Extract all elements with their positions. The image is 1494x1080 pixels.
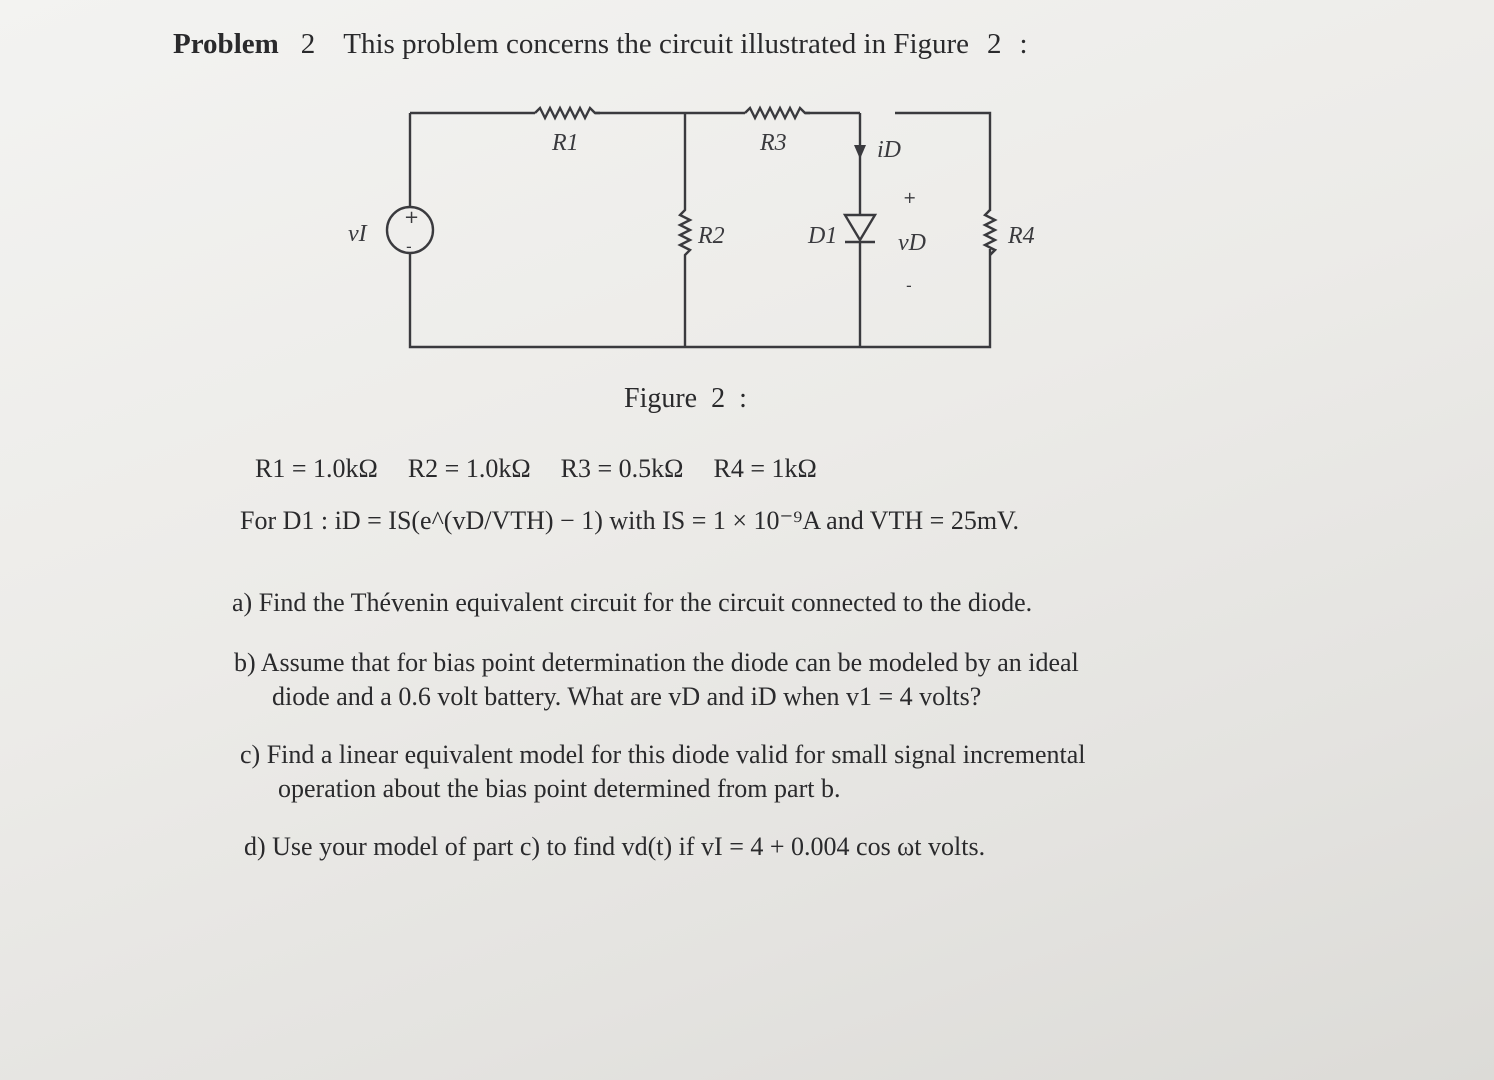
header-colon: : [1019, 28, 1028, 60]
source-minus-sign: - [406, 237, 412, 256]
source-plus-sign: + [404, 207, 420, 228]
value-r3: R3 = 0.5kΩ [560, 454, 684, 483]
question-b-line-2: diode and a 0.6 volt battery. What are vD and iD when v1 = 4 volts? [272, 682, 982, 711]
question-d-line: d) Use your model of part c) to find vd(t) if vI = 4 + 0.004 cos ωt volts. [244, 832, 986, 861]
voltage-label: vD [898, 230, 926, 256]
diode-label: D1 [808, 223, 838, 249]
question-b-line-1: b) Assume that for bias point determination the diode can be modeled by an ideal [234, 648, 1079, 677]
figure-caption-label: Figure [624, 383, 698, 414]
source-label: vI [348, 221, 367, 247]
problem-label: Problem [173, 28, 279, 60]
r1-label: R1 [552, 130, 579, 156]
voltage-minus-sign: - [906, 276, 912, 295]
current-arrow-icon [854, 145, 866, 159]
voltage-plus-sign: + [903, 188, 917, 207]
figure-caption [624, 383, 747, 415]
problem-number: 2 [300, 28, 316, 60]
r4-label: R4 [1008, 223, 1035, 249]
value-r2: R2 = 1.0kΩ [407, 454, 531, 483]
value-r1: R1 = 1.0kΩ [255, 454, 378, 483]
r2-label: R2 [698, 223, 725, 249]
circuit-diagram [340, 95, 1050, 365]
question-c [240, 738, 1085, 806]
current-label: iD [877, 137, 901, 163]
problem-header [173, 28, 1028, 61]
figure-caption-colon: : [739, 383, 747, 414]
question-a-line: a) Find the Thévenin equivalent circuit for the circuit connected to the diode. [232, 588, 1033, 617]
question-a [232, 586, 1032, 620]
question-c-line-2: operation about the bias point determined from part b. [278, 774, 841, 803]
figure-reference-number: 2 [987, 28, 1002, 60]
component-values [255, 454, 847, 484]
r1-resistor [535, 108, 600, 118]
r2-branch [680, 113, 690, 347]
question-d [244, 830, 985, 864]
figure-caption-number: 2 [711, 383, 726, 414]
diode-symbol [845, 215, 875, 240]
value-r4: R4 = 1kΩ [713, 454, 817, 483]
question-c-line-1: c) Find a linear equivalent model for this diode valid for small signal incremental [240, 740, 1086, 769]
r3-label: R3 [760, 130, 787, 156]
r3-resistor [745, 108, 810, 118]
problem-intro: This problem concerns the circuit illustrated in Figure [343, 28, 970, 60]
question-b [234, 646, 1079, 714]
diode-equation: For D1 : iD = IS(e^(vD/VTH) − 1) with IS = 1 × 10⁻⁹A and VTH = 25mV. [240, 506, 1019, 535]
